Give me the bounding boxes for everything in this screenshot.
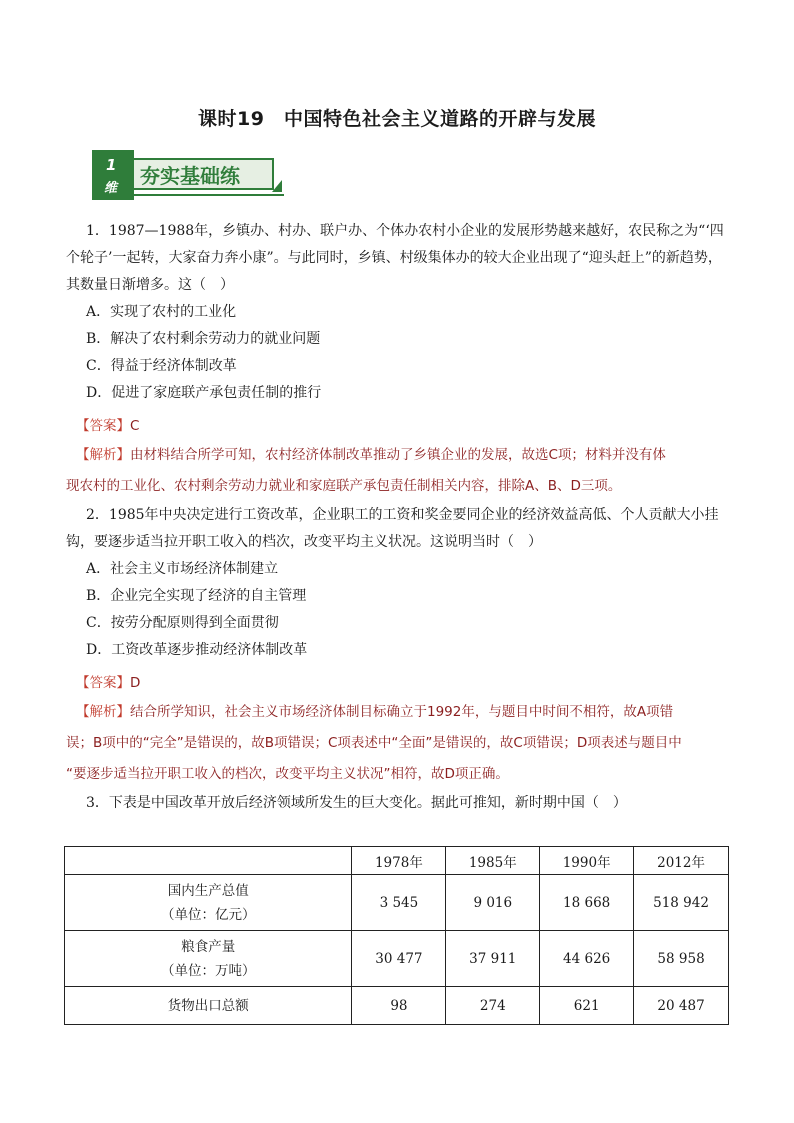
table-cell: 37 911 bbox=[446, 931, 540, 987]
question-3 bbox=[66, 790, 728, 817]
q2-analysis-line: “要逐步适当拉开职工收入的档次，改变平均主义状况”相符，故D项正确。 bbox=[66, 766, 509, 782]
row-label: 货物出口总额 bbox=[167, 997, 249, 1014]
table-header-cell bbox=[65, 847, 352, 875]
table-cell: 30 477 bbox=[352, 931, 446, 987]
table-cell: 44 626 bbox=[540, 931, 634, 987]
section-banner bbox=[92, 150, 292, 200]
q2-analysis bbox=[66, 697, 728, 728]
table-cell: 621 bbox=[540, 987, 634, 1025]
banner-label: 夯实基础练 bbox=[134, 158, 274, 190]
q2-answer bbox=[66, 670, 728, 697]
row-label-cell bbox=[65, 931, 352, 987]
q1-option-d: D．促进了家庭联产承包责任制的推行 bbox=[86, 385, 322, 401]
banner-corner-decoration bbox=[272, 180, 282, 192]
page-title: 课时19 中国特色社会主义道路的开辟与发展 bbox=[198, 108, 596, 130]
answer-tag: 【答案】 bbox=[76, 418, 130, 434]
q2-option-c: C．按劳分配原则得到全面贯彻 bbox=[86, 615, 279, 631]
table-header-cell: 1978年 bbox=[352, 847, 446, 875]
table-row bbox=[65, 931, 729, 987]
table-cell: 98 bbox=[352, 987, 446, 1025]
answer-value: D bbox=[130, 675, 141, 691]
row-label-cell bbox=[65, 875, 352, 931]
row-label: 粮食产量 bbox=[181, 938, 236, 955]
q2-option-b: B．企业完全实现了经济的自主管理 bbox=[86, 588, 307, 604]
q2-stem-line: 2．1985年中央决定进行工资改革，企业职工的工资和奖金要同企业的经济效益高低、个人贡献大小挂 bbox=[86, 507, 719, 523]
analysis-line: 结合所学知识，社会主义市场经济体制目标确立于1992年，与题目中时间不相符，故A项错 bbox=[130, 704, 674, 720]
q1-answer bbox=[66, 413, 728, 440]
banner-number: 1 bbox=[106, 156, 117, 174]
q1-stem-line: 其数量日渐增多。这（ ） bbox=[66, 277, 234, 293]
q1-option-a: A．实现了农村的工业化 bbox=[86, 304, 237, 320]
analysis-tag: 【解析】 bbox=[76, 447, 130, 463]
q2-option-d: D．工资改革逐步推动经济体制改革 bbox=[86, 642, 308, 658]
table-header-cell: 2012年 bbox=[634, 847, 729, 875]
table-header-cell: 1990年 bbox=[540, 847, 634, 875]
row-label-cell bbox=[65, 987, 352, 1025]
analysis-line: 由材料结合所学可知，农村经济体制改革推动了乡镇企业的发展，故选C项；材料并没有体 bbox=[130, 447, 666, 463]
question-1 bbox=[66, 218, 728, 502]
answer-tag: 【答案】 bbox=[76, 675, 130, 691]
row-label: 国内生产总值 bbox=[167, 882, 249, 899]
q2-option-a: A．社会主义市场经济体制建立 bbox=[86, 561, 279, 577]
row-unit: （单位：万吨） bbox=[160, 962, 256, 979]
q3-stem: 3．下表是中国改革开放后经济领域所发生的巨大变化。据此可推知，新时期中国（ ） bbox=[86, 795, 627, 811]
table-cell: 18 668 bbox=[540, 875, 634, 931]
table-cell: 20 487 bbox=[634, 987, 729, 1025]
table-cell: 3 545 bbox=[352, 875, 446, 931]
banner-underline bbox=[134, 194, 284, 196]
answer-value: C bbox=[130, 418, 140, 434]
q2-analysis-line: 误；B项中的“完全”是错误的，故B项错误；C项表述中“全面”是错误的，故C项错误；D项表述与题目中 bbox=[66, 735, 682, 751]
table-cell: 518 942 bbox=[634, 875, 729, 931]
q2-stem-line: 钩，要逐步适当拉开职工收入的档次，改变平均主义状况。这说明当时（ ） bbox=[66, 534, 542, 550]
q1-analysis-line: 现农村的工业化、农村剩余劳动力就业和家庭联产承包责任制相关内容，排除A、B、D三项。 bbox=[66, 478, 622, 494]
table-row bbox=[65, 987, 729, 1025]
banner-number-block bbox=[92, 150, 134, 200]
table-cell: 58 958 bbox=[634, 931, 729, 987]
question-2 bbox=[66, 502, 728, 790]
table-header-row bbox=[65, 847, 729, 875]
q1-option-b: B．解决了农村剩余劳动力的就业问题 bbox=[86, 331, 321, 347]
economy-table bbox=[64, 846, 729, 1025]
table-cell: 9 016 bbox=[446, 875, 540, 931]
q1-analysis bbox=[66, 440, 728, 471]
table-header-cell: 1985年 bbox=[446, 847, 540, 875]
q1-stem-line: 个轮子’一起转，大家奋力奔小康”。与此同时，乡镇、村级集体办的较大企业出现了“迎头赶上”的新趋势， bbox=[66, 250, 722, 266]
banner-unit: 维 bbox=[104, 181, 118, 196]
questions bbox=[66, 218, 728, 817]
q1-option-c: C．得益于经济体制改革 bbox=[86, 358, 237, 374]
q1-stem-line: 1．1987—1988年，乡镇办、村办、联户办、个体办农村小企业的发展形势越来越好，农民称之为“‘四 bbox=[86, 223, 724, 239]
table-cell: 274 bbox=[446, 987, 540, 1025]
row-unit: （单位：亿元） bbox=[160, 906, 256, 923]
analysis-tag: 【解析】 bbox=[76, 704, 130, 720]
table-row bbox=[65, 875, 729, 931]
